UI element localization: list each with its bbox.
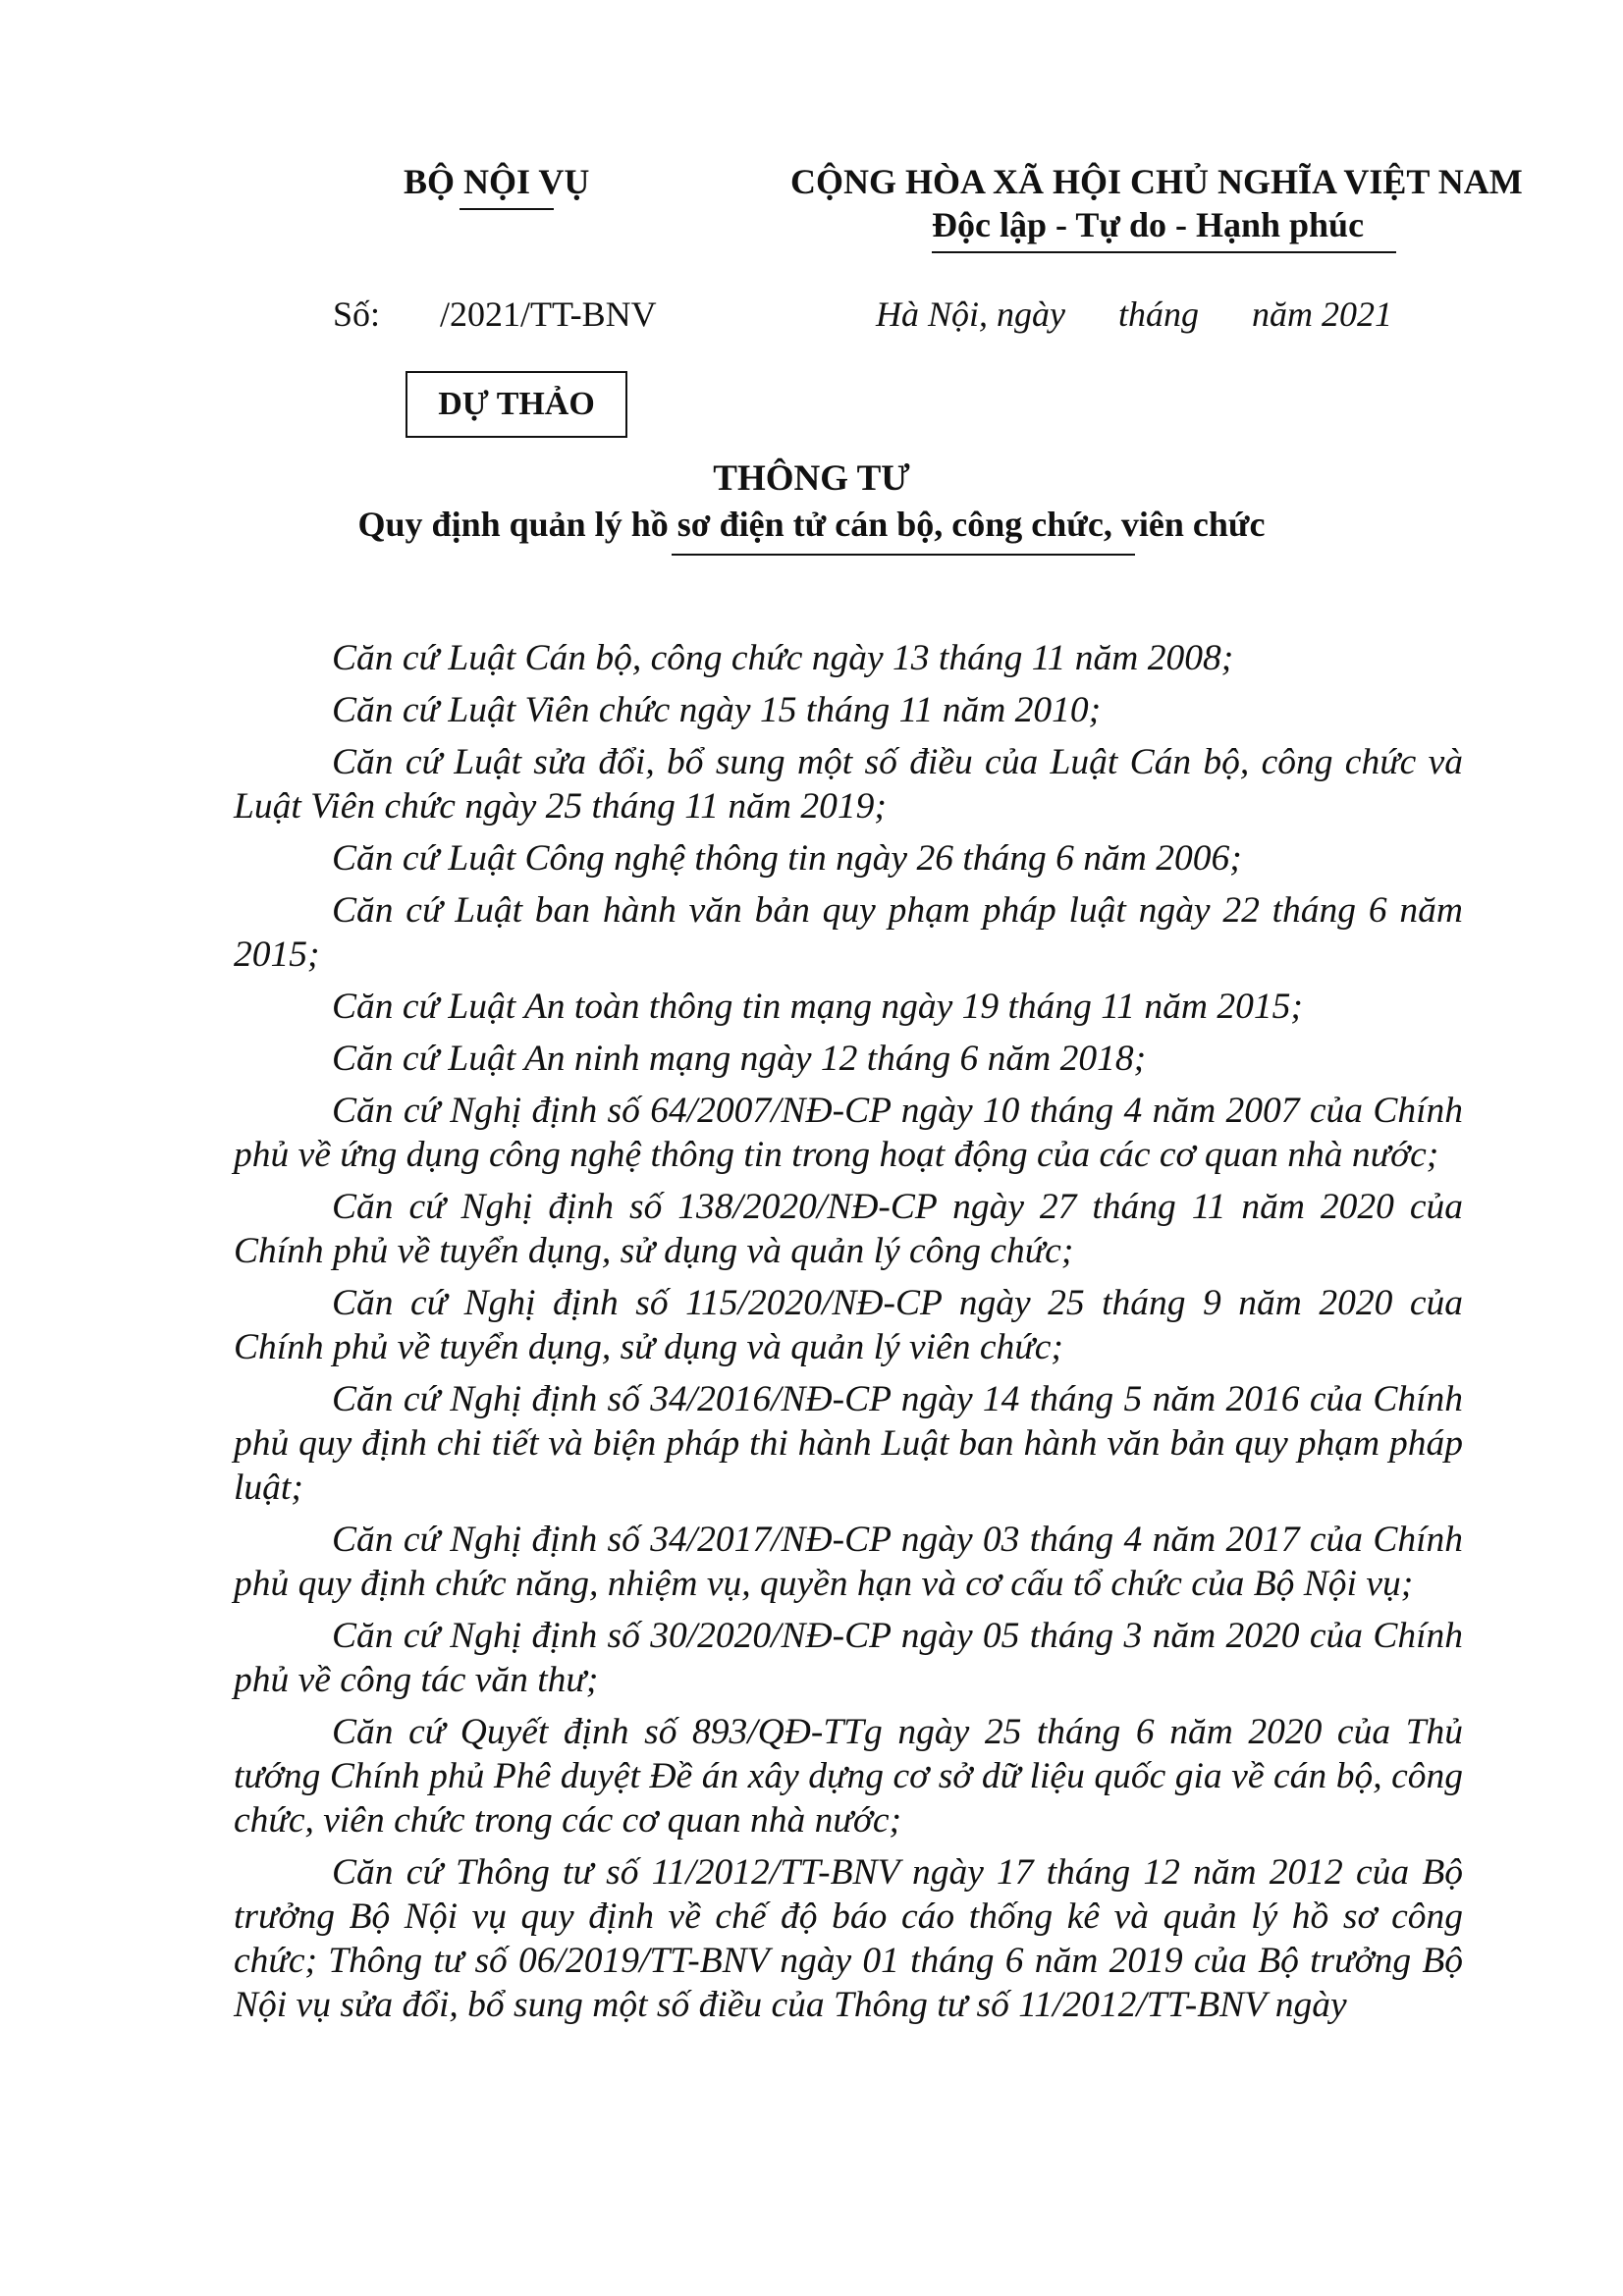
legal-basis-item: Căn cứ Luật Công nghệ thông tin ngày 26 tháng 6 năm 2006; [332, 838, 1242, 879]
legal-basis-item: Căn cứ Quyết định số 893/QĐ-TTg ngày 25 tháng 6 năm 2020 của Thủ tướng Chính phủ Phê duyệt Đề án xây dựng cơ sở dữ liệu quốc gia về cán bộ, công chức, viên chức trong các cơ quan nhà nước; [234, 1712, 1463, 1841]
legal-basis-item: Căn cứ Luật sửa đổi, bổ sung một số điều của Luật Cán bộ, công chức và Luật Viên chức ngày 25 tháng 11 năm 2019; [234, 742, 1463, 827]
draft-label: DỰ THẢO [438, 386, 595, 422]
document-number-label: Số: [333, 294, 381, 334]
legal-basis-item: Căn cứ Luật Viên chức ngày 15 tháng 11 năm 2010; [332, 690, 1102, 730]
legal-basis-item: Căn cứ Nghị định số 34/2016/NĐ-CP ngày 14 tháng 5 năm 2016 của Chính phủ quy định chi tiết và biện pháp thi hành Luật ban hành văn bản quy phạm pháp luật; [234, 1379, 1463, 1508]
legal-basis-item: Căn cứ Nghị định số 30/2020/NĐ-CP ngày 05 tháng 3 năm 2020 của Chính phủ về công tác văn thư; [234, 1616, 1463, 1700]
national-motto: Độc lập - Tự do - Hạnh phúc [932, 205, 1365, 244]
agency-name: BỘ NỘI VỤ [404, 162, 590, 201]
document-number: /2021/TT-BNV [440, 294, 657, 334]
legal-basis-item: Căn cứ Nghị định số 115/2020/NĐ-CP ngày 25 tháng 9 năm 2020 của Chính phủ về tuyển dụng, sử dụng và quản lý viên chức; [234, 1283, 1463, 1367]
legal-bases [234, 636, 1463, 2035]
legal-basis-item: Căn cứ Luật ban hành văn bản quy phạm pháp luật ngày 22 tháng 6 năm 2015; [234, 890, 1463, 975]
document-subject: Quy định quản lý hồ sơ điện tử cán bộ, công chức, viên chức [357, 505, 1266, 544]
legal-basis-item: Căn cứ Luật An ninh mạng ngày 12 tháng 6 năm 2018; [332, 1039, 1147, 1079]
draft-stamp [406, 371, 627, 438]
legal-basis-item: Căn cứ Nghị định số 64/2007/NĐ-CP ngày 10 tháng 4 năm 2007 của Chính phủ về ứng dụng công nghệ thông tin trong hoạt động của các cơ quan nhà nước; [234, 1091, 1463, 1175]
document-type: THÔNG TƯ [713, 458, 910, 499]
title-underline [672, 554, 1135, 556]
legal-basis-item: Căn cứ Luật An toàn thông tin mạng ngày 19 tháng 11 năm 2015; [332, 987, 1303, 1027]
legal-basis-item: Căn cứ Luật Cán bộ, công chức ngày 13 tháng 11 năm 2008; [332, 638, 1234, 678]
legal-basis-item: Căn cứ Nghị định số 34/2017/NĐ-CP ngày 03 tháng 4 năm 2017 của Chính phủ quy định chức năng, nhiệm vụ, quyền hạn và cơ cấu tổ chức của Bộ Nội vụ; [234, 1520, 1463, 1604]
agency-underline [460, 208, 554, 210]
place-and-date: Hà Nội, ngày tháng năm 2021 [876, 294, 1392, 334]
country-name: CỘNG HÒA XÃ HỘI CHỦ NGHĨA VIỆT NAM [790, 162, 1523, 201]
legal-basis-item: Căn cứ Nghị định số 138/2020/NĐ-CP ngày 27 tháng 11 năm 2020 của Chính phủ về tuyển dụng, sử dụng và quản lý công chức; [234, 1187, 1463, 1271]
motto-underline [932, 251, 1396, 253]
legal-basis-item: Căn cứ Thông tư số 11/2012/TT-BNV ngày 17 tháng 12 năm 2012 của Bộ trưởng Bộ Nội vụ quy định về chế độ báo cáo thống kê và quản lý hồ sơ công chức; Thông tư số 06/2019/TT-BNV ngày 01 tháng 6 năm 2019 của Bộ trưởng Bộ Nội vụ sửa đổi, bổ sung một số điều của Thông tư số 11/2012/TT-BNV ngày [234, 1852, 1463, 2025]
